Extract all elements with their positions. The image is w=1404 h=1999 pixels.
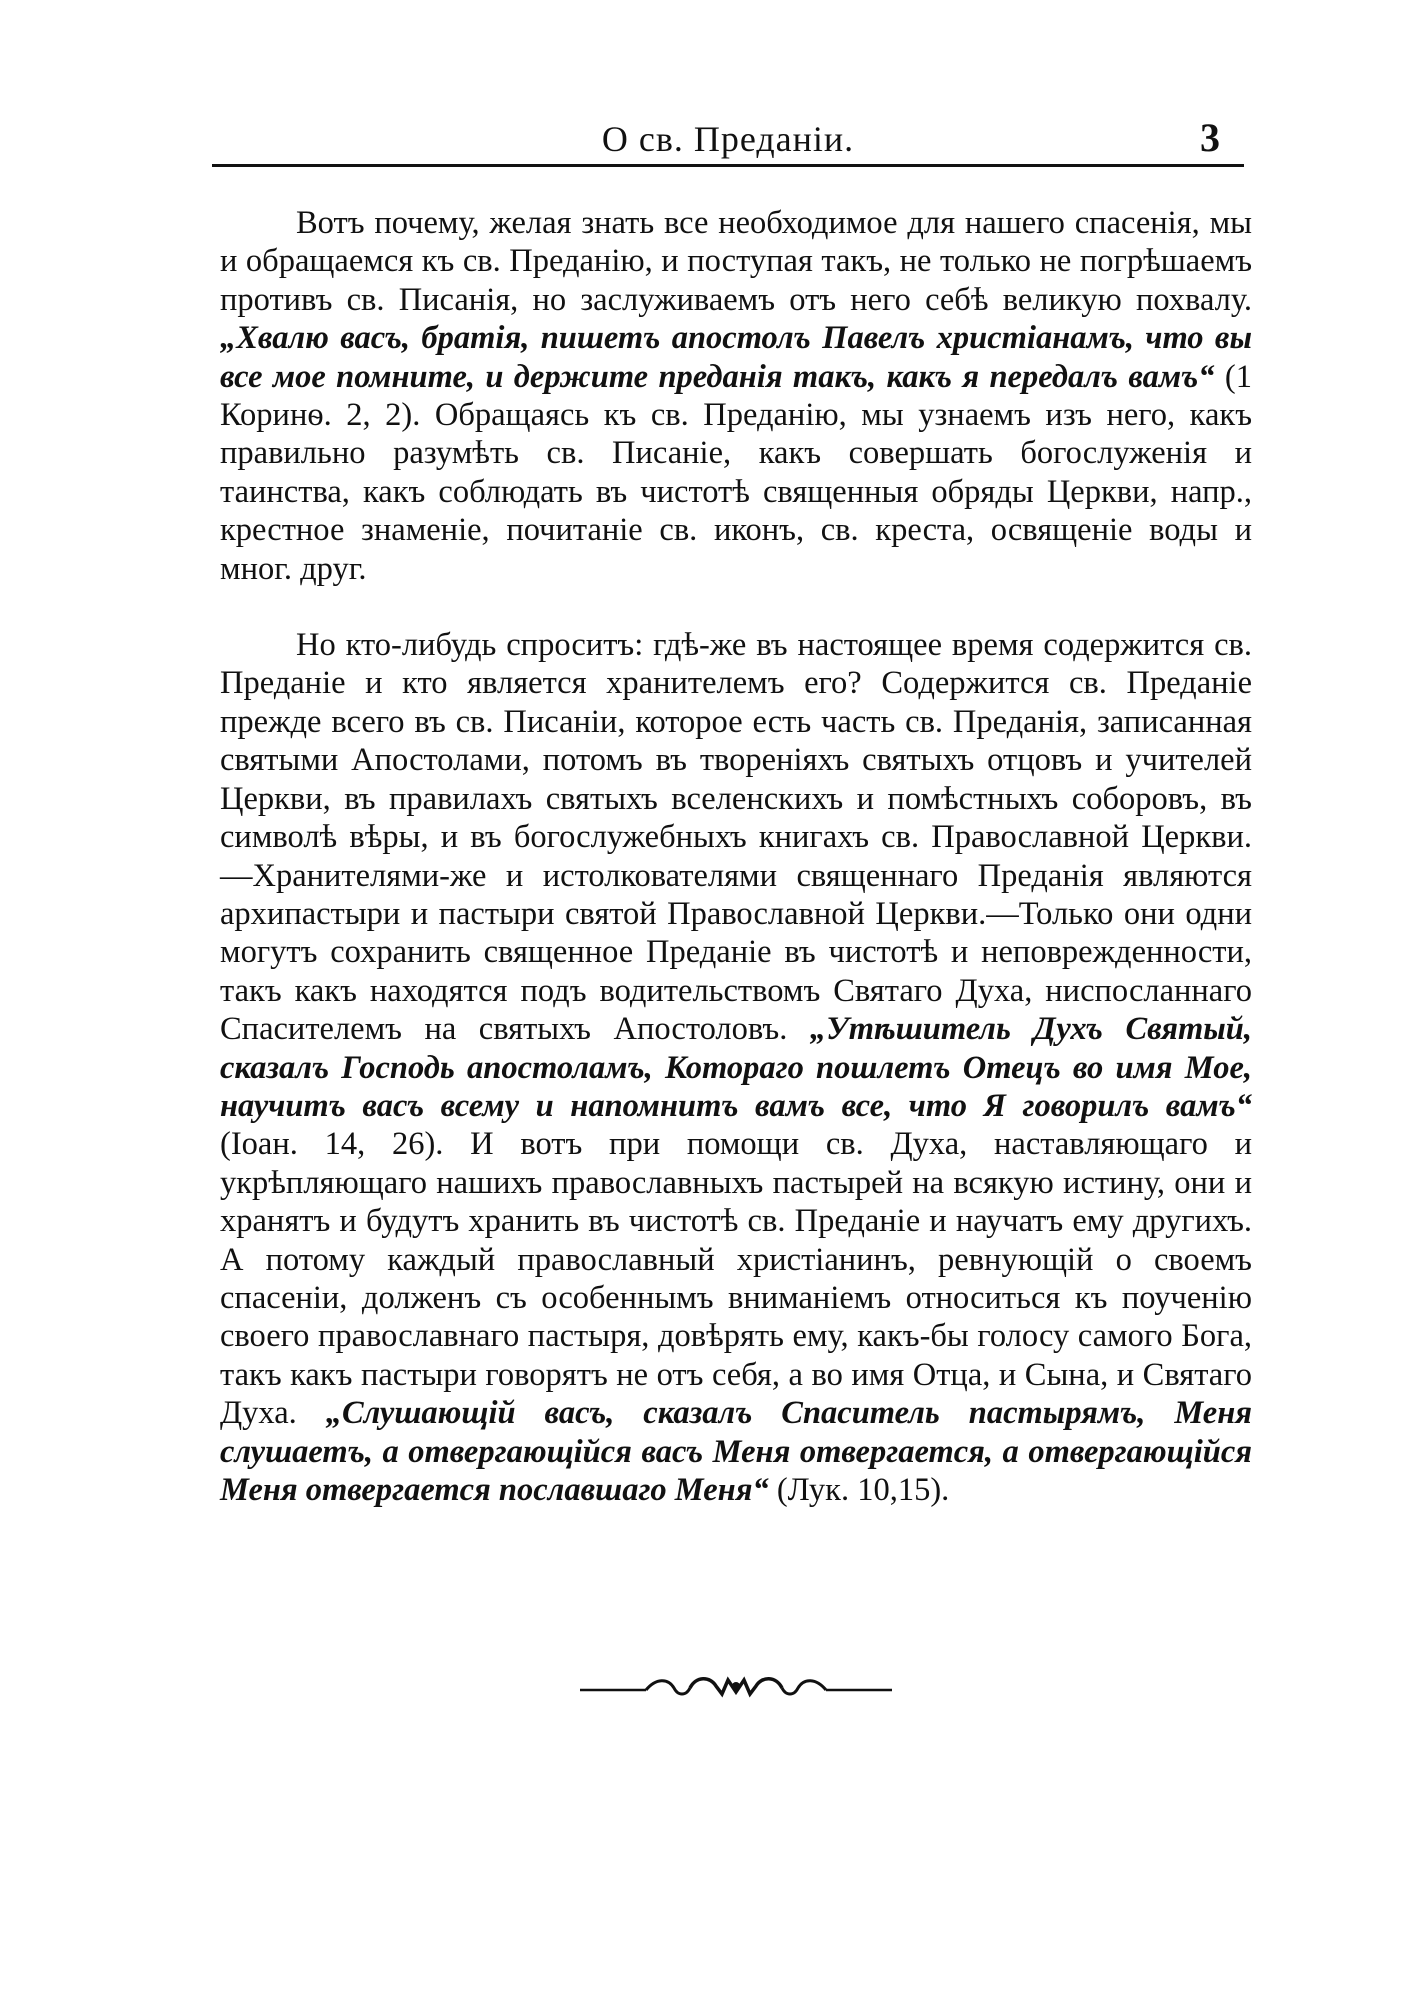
running-header xyxy=(212,112,1244,167)
page-number: 3 xyxy=(1200,115,1220,160)
text-run: (1 Коринѳ. 2, 2). Обращаясь къ св. Преданію, мы узнаемъ изъ него, какъ правильно разумѣть св. Писаніе, какъ совершать богослуженія и таинства, какъ соблюдать въ чистотѣ священныя обряды Церкви, напр., крестное знаменіе, почитаніе св. иконъ, св. креста, освященіе воды и мног. друг. xyxy=(220,358,1252,587)
text-run: Но кто-либудь спроситъ: гдѣ-же въ настоящее время содержится св. Преданіе и кто является хранителемъ его? Содержится св. Преданіе прежде всего въ св. Писаніи, которое есть часть св. Преданія, записанная святыми Апостолами, потомъ въ твореніяхъ святыхъ отцовъ и учителей Церкви, въ правилахъ святыхъ вселенскихъ и помѣстныхъ соборовъ, въ символѣ вѣры, и въ богослужебныхъ книгахъ св. Православной Церкви.—Хранителями-же и истолкователями священнаго Преданія являются архипастыри и пастыри святой Православной Церкви.—Только они одни могутъ сохранить священное Преданіе въ чистотѣ и неповрежденности, такъ какъ находятся подъ водительствомъ Святаго Духа, ниспосланнаго Спасителемъ на святыхъ Апостоловъ. xyxy=(220,627,1252,1048)
scripture-quote: „Слушающій васъ, сказалъ Спаситель пастырямъ, Меня слушаетъ, а отвергающійся васъ Меня отвергается, а отвергающійся Меня отвергается пославшаго Меня“ xyxy=(220,1395,1252,1508)
text-run: (Лук. 10,15). xyxy=(768,1472,950,1508)
scripture-quote: „Утѣшитель Духъ Святый, сказалъ Господь апостоламъ, Котораго пошлетъ Отецъ во имя Мое, научитъ васъ всему и напомнитъ вамъ все, что Я говорилъ вамъ“ xyxy=(220,1011,1252,1124)
text-run: (Іоан. 14, 26). И вотъ при помощи св. Духа, наставляющаго и укрѣпляющаго нашихъ православныхъ пастырей на всякую истину, они и хранятъ и будутъ хранить въ чистотѣ св. Преданіе и научатъ ему другихъ. А потому каждый православный христіанинъ, ревнующій о своемъ спасеніи, долженъ съ особеннымъ вниманіемъ относиться къ поученію своего православнаго пастыря, довѣрять ему, какъ-бы голосу самого Бога, такъ какъ пастыри говорятъ не отъ себя, а во имя Отца, и Сына, и Святаго Духа. xyxy=(220,1126,1252,1432)
paragraph xyxy=(220,626,1252,1509)
floral-divider-icon xyxy=(576,1668,896,1708)
text-run: Вотъ почему, желая знать все необходимое для нашего спасенія, мы и обращаемся къ св. Преданію, и поступая такъ, не только не погрѣшаемъ противъ св. Писанія, но заслуживаемъ отъ него себѣ великую похвалу. xyxy=(220,205,1252,318)
running-title: О св. Преданіи. xyxy=(601,119,855,159)
paragraph xyxy=(220,204,1252,588)
scripture-quote: „Хвалю васъ, братія, пишетъ апостолъ Павелъ христіанамъ, что вы все мое помните, и держите преданія такъ, какъ я передалъ вамъ“ xyxy=(220,320,1252,395)
body-text xyxy=(220,204,1252,1509)
